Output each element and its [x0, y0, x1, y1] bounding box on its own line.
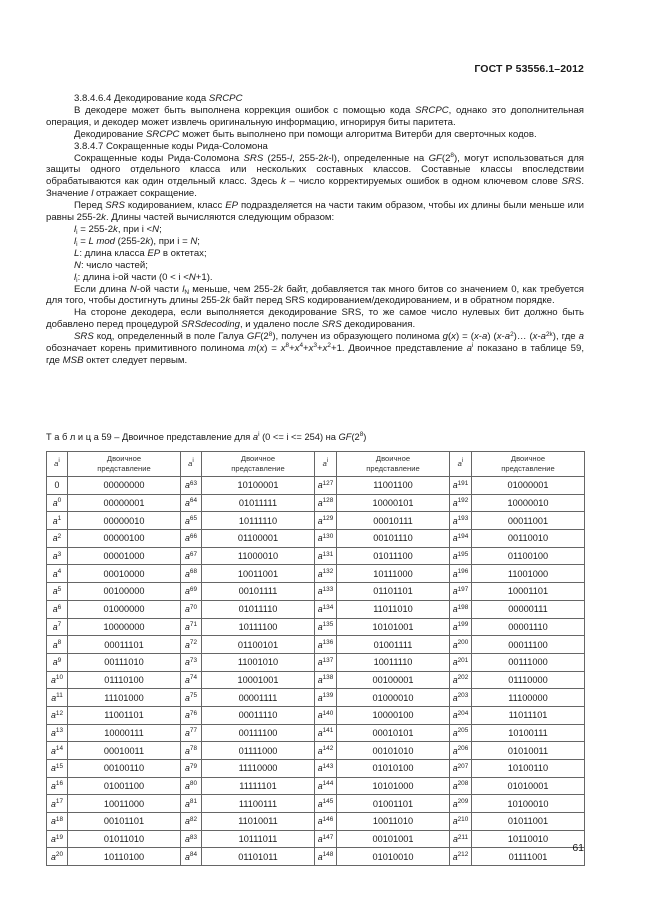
- binary-cell: 01011110: [202, 600, 315, 618]
- table-row: [47, 724, 585, 742]
- power-cell: $a^{130}$: [315, 530, 337, 548]
- power-cell: $a^{77}$: [181, 724, 202, 742]
- power-cell: $a^{133}$: [315, 583, 337, 601]
- binary-cell: 10000111: [68, 724, 181, 742]
- header-binary: Двоичное представление: [68, 452, 181, 477]
- power-cell: $a^{75}$: [181, 689, 202, 707]
- power-cell: $a^{127}$: [315, 477, 337, 495]
- binary-cell: 11001010: [202, 653, 315, 671]
- binary-cell: 00100001: [337, 671, 450, 689]
- power-cell: $a^{81}$: [181, 795, 202, 813]
- power-cell: $a^{202}$: [450, 671, 472, 689]
- paragraph-ep-parts: Перед SRS кодированием, класс EP подразделяется на части таким образом, чтобы их длины были меньше или равны 255-2k. Длины частей вычисляются следующим образом:: [46, 200, 584, 224]
- binary-cell: 10000101: [337, 494, 450, 512]
- binary-cell: 00000001: [68, 494, 181, 512]
- table-caption: Т а б л и ц а 59 – Двоичное представление для $a^i$ (0 <= i <= 254) на $GF(2^8)$: [46, 431, 367, 442]
- binary-cell: 10110010: [472, 830, 585, 848]
- paragraph-srs-definition: Сокращенные коды Рида-Соломона SRS (255-l, 255-2k-l), определенные на $GF(2^8)$, могут использоваться для защиты одного отдельного класса или нескольких составных классов. Составные классы впоследствии обрабатываются как один отдельный класс. Здесь k – число корректируемых ошибок в одном ключевом слове SRS. Значение l отражает сокращение.: [46, 151, 585, 200]
- binary-cell: 01011100: [337, 547, 450, 565]
- power-cell: $a^{72}$: [181, 636, 202, 654]
- header-power: $a^i$: [315, 452, 337, 477]
- power-cell: $a^{84}$: [181, 848, 202, 866]
- power-cell: $a^{195}$: [450, 547, 472, 565]
- binary-cell: 00000111: [472, 600, 585, 618]
- binary-cell: 10100001: [202, 477, 315, 495]
- power-cell: $a^{11}$: [47, 689, 68, 707]
- power-cell: $a^{144}$: [315, 777, 337, 795]
- table-row: [47, 477, 585, 495]
- power-cell: $a^{13}$: [47, 724, 68, 742]
- binary-cell: 00100110: [68, 760, 181, 778]
- power-cell: $a^{206}$: [450, 742, 472, 760]
- power-cell: $a^{70}$: [181, 600, 202, 618]
- binary-cell: 00100000: [68, 583, 181, 601]
- paragraph-decoder-side: На стороне декодера, если выполняется декодирование SRS, то же самое число нулевых бит должно быть добавлено перед процедурой SRSdecoding, и удалено после SRS декодирования.: [46, 307, 584, 331]
- power-cell: $a^{16}$: [47, 777, 68, 795]
- table-row: [47, 742, 585, 760]
- header-power: $a^i$: [181, 452, 202, 477]
- power-cell: $a^{18}$: [47, 813, 68, 831]
- table-body: [47, 477, 585, 866]
- header-power: $a^i$: [450, 452, 472, 477]
- table-row: [47, 494, 585, 512]
- binary-cell: 00101110: [337, 530, 450, 548]
- power-cell: $a^{83}$: [181, 830, 202, 848]
- power-cell: $a^{201}$: [450, 653, 472, 671]
- power-cell: $a^4$: [47, 565, 68, 583]
- power-cell: $a^{139}$: [315, 689, 337, 707]
- binary-cell: 00000100: [68, 530, 181, 548]
- power-cell: $a^{145}$: [315, 795, 337, 813]
- binary-cell: 10100010: [472, 795, 585, 813]
- binary-cell: 11100000: [472, 689, 585, 707]
- binary-cell: 10111100: [202, 618, 315, 636]
- binary-representation-table: [46, 451, 585, 866]
- binary-cell: 10011001: [202, 565, 315, 583]
- power-cell: $a^{12}$: [47, 706, 68, 724]
- power-cell: $a^{78}$: [181, 742, 202, 760]
- table-row: [47, 547, 585, 565]
- power-cell: $a^{20}$: [47, 848, 68, 866]
- power-cell: $a^{191}$: [450, 477, 472, 495]
- binary-cell: 00011100: [472, 636, 585, 654]
- power-cell: $a^{14}$: [47, 742, 68, 760]
- binary-cell: 00101010: [337, 742, 450, 760]
- binary-cell: 01001111: [337, 636, 450, 654]
- binary-cell: 11010011: [202, 813, 315, 831]
- table-row: [47, 600, 585, 618]
- power-cell: $a^{82}$: [181, 813, 202, 831]
- binary-cell: 01000010: [337, 689, 450, 707]
- power-cell: $a^{67}$: [181, 547, 202, 565]
- binary-cell: 00101001: [337, 830, 450, 848]
- document-header: ГОСТ Р 53556.1–2012: [474, 63, 584, 75]
- formula-li-2: $l_i = L$ mod (255-2k), при i = N;: [74, 235, 200, 248]
- power-cell: $a^{194}$: [450, 530, 472, 548]
- power-cell: $a^{200}$: [450, 636, 472, 654]
- power-cell: $a^{66}$: [181, 530, 202, 548]
- power-cell: $a^{209}$: [450, 795, 472, 813]
- binary-cell: 11111101: [202, 777, 315, 795]
- binary-cell: 00010000: [68, 565, 181, 583]
- power-cell: $a^{138}$: [315, 671, 337, 689]
- binary-cell: 01110000: [472, 671, 585, 689]
- power-cell: $a^{64}$: [181, 494, 202, 512]
- binary-cell: 10011110: [337, 653, 450, 671]
- power-cell: $a^{204}$: [450, 706, 472, 724]
- power-cell: 0: [47, 477, 68, 495]
- binary-cell: 10100111: [472, 724, 585, 742]
- binary-cell: 01100100: [472, 547, 585, 565]
- paragraph-viterbi: Декодирование SRCPC может быть выполнено при помощи алгоритма Витерби для сверточных кодов.: [74, 128, 537, 140]
- power-cell: $a^{136}$: [315, 636, 337, 654]
- power-cell: $a^5$: [47, 583, 68, 601]
- power-cell: $a^{147}$: [315, 830, 337, 848]
- binary-cell: 00000000: [68, 477, 181, 495]
- power-cell: $a^7$: [47, 618, 68, 636]
- binary-cell: 01010011: [472, 742, 585, 760]
- binary-cell: 01101011: [202, 848, 315, 866]
- paragraph-galois: SRS код, определенный в поле Галуа $GF(2^8)$, получен из образующего полинома g(x) = (x-a) $(x-a^2)\dots$ $(x-a^{2k})$, где a обозначает корень примитивного полинома $m(x) = x^8+x^4+x^3+x^2+1$. Двоичное представление $a^i$ показано в таблице 59, где MSB октет следует первым.: [46, 330, 584, 366]
- definition-li: $l_i$: длина i-ой части (0 < i <N+1).: [74, 271, 213, 284]
- definition-l: L: длина класса EP в октетах;: [74, 247, 207, 259]
- binary-cell: 00011001: [472, 512, 585, 530]
- binary-cell: 01001100: [68, 777, 181, 795]
- formula-li-1: $l_i = 255-2k$, при i <N;: [74, 223, 162, 236]
- power-cell: $a^{137}$: [315, 653, 337, 671]
- binary-cell: 10000000: [68, 618, 181, 636]
- power-cell: $a^{135}$: [315, 618, 337, 636]
- binary-cell: 10101001: [337, 618, 450, 636]
- header-power: $a^i$: [47, 452, 68, 477]
- binary-cell: 00101101: [68, 813, 181, 831]
- table-row: [47, 795, 585, 813]
- table-row: [47, 689, 585, 707]
- binary-cell: 00011110: [202, 706, 315, 724]
- power-cell: $a^{128}$: [315, 494, 337, 512]
- power-cell: $a^{65}$: [181, 512, 202, 530]
- power-cell: $a^{63}$: [181, 477, 202, 495]
- power-cell: $a^1$: [47, 512, 68, 530]
- table-header-row: [47, 452, 585, 477]
- binary-cell: 10111011: [202, 830, 315, 848]
- binary-cell: 01011010: [68, 830, 181, 848]
- binary-cell: 11001100: [337, 477, 450, 495]
- power-cell: $a^8$: [47, 636, 68, 654]
- binary-cell: 00110010: [472, 530, 585, 548]
- power-cell: $a^{68}$: [181, 565, 202, 583]
- power-cell: $a^{197}$: [450, 583, 472, 601]
- power-cell: $a^3$: [47, 547, 68, 565]
- paragraph-padding: Если длина N-ой части $l_N$ меньше, чем 255-2k байт, добавляется так много битов со значением 0, как требуется для того, чтобы достигнуть длины 255-2k байт перед SRS кодированием/декодированием, и в обратном порядке.: [46, 283, 584, 307]
- binary-cell: 00010011: [68, 742, 181, 760]
- binary-cell: 10110100: [68, 848, 181, 866]
- power-cell: $a^{132}$: [315, 565, 337, 583]
- binary-cell: 01100001: [202, 530, 315, 548]
- binary-cell: 10000100: [337, 706, 450, 724]
- power-cell: $a^{210}$: [450, 813, 472, 831]
- power-cell: $a^{208}$: [450, 777, 472, 795]
- power-cell: $a^{80}$: [181, 777, 202, 795]
- binary-cell: 01100101: [202, 636, 315, 654]
- power-cell: $a^{196}$: [450, 565, 472, 583]
- binary-cell: 00000010: [68, 512, 181, 530]
- binary-cell: 01010010: [337, 848, 450, 866]
- power-cell: $a^{199}$: [450, 618, 472, 636]
- binary-cell: 00001000: [68, 547, 181, 565]
- power-cell: $a^{140}$: [315, 706, 337, 724]
- power-cell: $a^{212}$: [450, 848, 472, 866]
- power-cell: $a^{10}$: [47, 671, 68, 689]
- table-row: [47, 706, 585, 724]
- binary-cell: 11001101: [68, 706, 181, 724]
- binary-cell: 11101000: [68, 689, 181, 707]
- section-heading-3-8-4-7: 3.8.4.7 Сокращенные коды Рида-Соломона: [74, 140, 268, 152]
- table-row: [47, 530, 585, 548]
- power-cell: $a^{76}$: [181, 706, 202, 724]
- table-row: [47, 830, 585, 848]
- binary-cell: 01000000: [68, 600, 181, 618]
- binary-cell: 00001110: [472, 618, 585, 636]
- power-cell: $a^{193}$: [450, 512, 472, 530]
- header-binary: Двоичное представление: [337, 452, 450, 477]
- binary-cell: 01110100: [68, 671, 181, 689]
- power-cell: $a^{203}$: [450, 689, 472, 707]
- table-row: [47, 653, 585, 671]
- table-row: [47, 777, 585, 795]
- binary-cell: 10100110: [472, 760, 585, 778]
- power-cell: $a^{192}$: [450, 494, 472, 512]
- binary-cell: 01011001: [472, 813, 585, 831]
- power-cell: $a^{73}$: [181, 653, 202, 671]
- binary-cell: 11011010: [337, 600, 450, 618]
- table-row: [47, 618, 585, 636]
- binary-cell: 10011010: [337, 813, 450, 831]
- power-cell: $a^0$: [47, 494, 68, 512]
- power-cell: $a^{131}$: [315, 547, 337, 565]
- binary-cell: 00010101: [337, 724, 450, 742]
- table-row: [47, 512, 585, 530]
- table-row: [47, 583, 585, 601]
- binary-cell: 10011000: [68, 795, 181, 813]
- table-row: [47, 760, 585, 778]
- power-cell: $a^{205}$: [450, 724, 472, 742]
- power-cell: $a^{69}$: [181, 583, 202, 601]
- binary-cell: 10101000: [337, 777, 450, 795]
- power-cell: $a^{74}$: [181, 671, 202, 689]
- power-cell: $a^9$: [47, 653, 68, 671]
- header-binary: Двоичное представление: [202, 452, 315, 477]
- power-cell: $a^{143}$: [315, 760, 337, 778]
- binary-cell: 00111010: [68, 653, 181, 671]
- power-cell: $a^{142}$: [315, 742, 337, 760]
- table-row: [47, 813, 585, 831]
- power-cell: $a^2$: [47, 530, 68, 548]
- section-heading-3-8-4-6-4: 3.8.4.6.4 Декодирование кода SRCPC: [74, 93, 243, 104]
- binary-cell: 10001101: [472, 583, 585, 601]
- binary-cell: 00010111: [337, 512, 450, 530]
- table-row: [47, 636, 585, 654]
- page-number: 61: [572, 842, 584, 854]
- binary-cell: 11100111: [202, 795, 315, 813]
- binary-cell: 11110000: [202, 760, 315, 778]
- binary-cell: 01111001: [472, 848, 585, 866]
- definition-n: N: число частей;: [74, 259, 148, 271]
- binary-cell: 00001111: [202, 689, 315, 707]
- binary-cell: 11011101: [472, 706, 585, 724]
- binary-cell: 01011111: [202, 494, 315, 512]
- binary-cell: 01111000: [202, 742, 315, 760]
- binary-cell: 10000010: [472, 494, 585, 512]
- power-cell: $a^{198}$: [450, 600, 472, 618]
- binary-cell: 11000010: [202, 547, 315, 565]
- binary-cell: 11001000: [472, 565, 585, 583]
- binary-cell: 10111110: [202, 512, 315, 530]
- binary-cell: 00101111: [202, 583, 315, 601]
- power-cell: $a^{79}$: [181, 760, 202, 778]
- power-cell: $a^{15}$: [47, 760, 68, 778]
- table-row: [47, 565, 585, 583]
- table-row: [47, 848, 585, 866]
- power-cell: $a^{19}$: [47, 830, 68, 848]
- body-text: [46, 93, 584, 367]
- power-cell: $a^6$: [47, 600, 68, 618]
- binary-cell: 00011101: [68, 636, 181, 654]
- binary-cell: 00111000: [472, 653, 585, 671]
- paragraph-decoder: В декодере может быть выполнена коррекция ошибок с помощью кода SRCPC, однако это дополнительная операция, и декодер может извлечь оригинальную информацию, игнорируя биты паритета.: [46, 104, 584, 128]
- table-row: [47, 671, 585, 689]
- power-cell: $a^{129}$: [315, 512, 337, 530]
- binary-cell: 01101101: [337, 583, 450, 601]
- power-cell: $a^{17}$: [47, 795, 68, 813]
- binary-cell: 01010100: [337, 760, 450, 778]
- binary-cell: 10111000: [337, 565, 450, 583]
- power-cell: $a^{141}$: [315, 724, 337, 742]
- binary-cell: 01001101: [337, 795, 450, 813]
- binary-cell: 10001001: [202, 671, 315, 689]
- power-cell: $a^{211}$: [450, 830, 472, 848]
- binary-cell: 01010001: [472, 777, 585, 795]
- header-binary: Двоичное представление: [472, 452, 585, 477]
- power-cell: $a^{134}$: [315, 600, 337, 618]
- power-cell: $a^{148}$: [315, 848, 337, 866]
- power-cell: $a^{71}$: [181, 618, 202, 636]
- binary-cell: 01000001: [472, 477, 585, 495]
- binary-cell: 00111100: [202, 724, 315, 742]
- power-cell: $a^{146}$: [315, 813, 337, 831]
- power-cell: $a^{207}$: [450, 760, 472, 778]
